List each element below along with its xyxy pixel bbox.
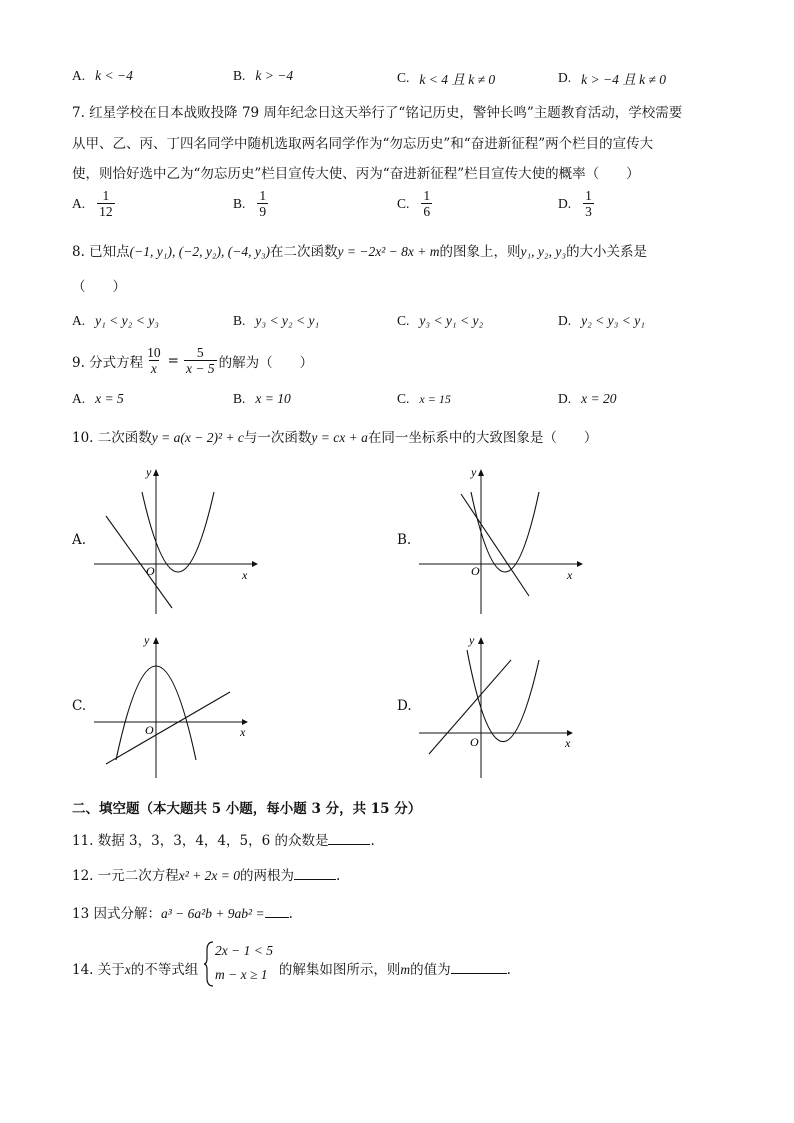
graph-d (415, 630, 585, 785)
q7-line-3: 使，则恰好选中乙为“勿忘历史”栏目宣传大使、丙为“奋进新征程”栏目宣传大使的概率（ ） (72, 166, 640, 182)
q9-option-a: A. x = 5 (72, 391, 124, 406)
q6-option-b: B. k > −4 (233, 68, 294, 83)
q8-option-c: C. y₃ < y₁ < y₂ (397, 313, 484, 328)
svg-text:O: O (470, 735, 479, 749)
q6-option-c: C. k < 4 且 k ≠ 0 (397, 70, 496, 87)
graph-label-d: D. (397, 698, 412, 714)
svg-text:y: y (471, 465, 477, 479)
q6-option-d: D. k > −4 且 k ≠ 0 (558, 70, 666, 87)
q11: 11. 数据 3，3，3，4，4，5，6 的众数是 . (72, 829, 375, 849)
graph-a (90, 462, 260, 617)
origin-label: O (146, 564, 155, 578)
q8-option-d: D. y₂ < y₃ < y₁ (558, 313, 645, 328)
q7-option-a: A. $\frac{1}{12}$ (72, 188, 113, 219)
graph-label-a: A. (72, 532, 87, 548)
q8-paren: （ ） (72, 279, 126, 295)
svg-text:y: y (144, 633, 150, 647)
q8-option-a: A. y₁ < y₂ < y₃ (72, 313, 159, 328)
svg-text:x: x (565, 736, 571, 750)
svg-text:x: x (567, 568, 573, 582)
graph-label-c: C. (72, 698, 87, 714)
q14: 14. 关于x的不等式组 的解集如图所示，则m的值为 . (72, 958, 511, 978)
q14-ineq-2: m − x ≥ 1 (215, 967, 268, 982)
graph-c (90, 630, 260, 785)
graph-label-b: B. (397, 532, 412, 548)
brace-icon (203, 940, 215, 988)
q7-line-1: 7. 红星学校在日本战败投降 79 周年纪念日这天举行了“铭记历史，警钟长鸣”主题教育活动，学校需要 (72, 105, 683, 121)
q14-ineq-1: 2x − 1 < 5 (215, 943, 273, 958)
q13: 13 因式分解：a³ − 6a²b + 9ab² = . (72, 902, 293, 922)
q7-option-d: D. $\frac{1}{3}$ (558, 188, 592, 219)
q9-option-d: D. x = 20 (558, 391, 617, 406)
q6-option-a: A. k < −4 (72, 68, 133, 83)
q9-option-b: B. x = 10 (233, 391, 291, 406)
q7-line-2: 从甲、乙、丙、丁四名同学中随机选取两名同学作为“勿忘历史”和“奋进新征程”两个栏目的宣传大 (72, 136, 654, 152)
svg-text:y: y (469, 633, 475, 647)
svg-text:O: O (145, 723, 154, 737)
q7-option-b: B. $\frac{1}{9}$ (233, 188, 267, 219)
y-axis-label: y (146, 465, 152, 479)
q12: 12. 一元二次方程x² + 2x = 0的两根为 . (72, 864, 340, 884)
q7-option-c: C. $\frac{1}{6}$ (397, 188, 431, 219)
q8-stem: 8. 已知点(−1, y₁), (−2, y₂), (−4, y₃)在二次函数y = −2x² − 8x + m的图象上，则y₁, y₂, y₃的大小关系是 (72, 244, 648, 260)
section-2-heading: 二、填空题（本大题共 5 小题，每小题 3 分，共 15 分） (72, 801, 422, 817)
q8-option-b: B. y₃ < y₂ < y₁ (233, 313, 320, 328)
q9-option-c: C. x = 15 (397, 391, 451, 406)
q9-stem: 9. 分式方程 $\frac{10}{x}$ = $\frac{5}{x - 5}$ 的解为（ ） (72, 345, 314, 376)
q10-stem: 10. 二次函数y = a(x − 2)² + c与一次函数y = cx + a在同一坐标系中的大致图象是（ ） (72, 430, 598, 446)
svg-text:x: x (240, 725, 246, 739)
svg-text:O: O (471, 564, 480, 578)
graph-b (415, 462, 585, 617)
x-axis-label: x (242, 568, 248, 582)
